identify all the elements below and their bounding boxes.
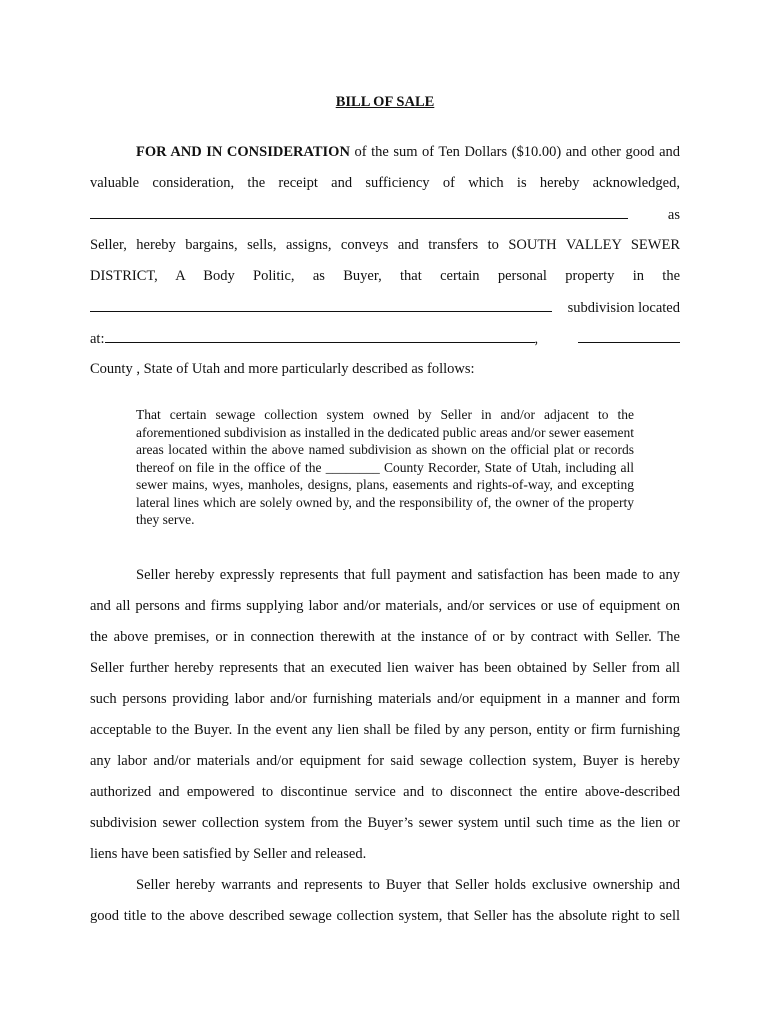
paragraph2-line: subdivision sewer collection system from the Buyer’s sewer system until such time as the lien or: [90, 815, 680, 831]
paragraph3-line: good title to the above described sewage collection system, that Seller has the absolute right to sell: [90, 908, 680, 924]
intro-line-7-comma: ,: [534, 331, 539, 347]
intro-line-7-start: at:: [90, 331, 105, 347]
county-name-blank[interactable]: [578, 329, 680, 343]
paragraph2-line: Seller hereby expressly represents that full payment and satisfaction has been made to any: [136, 567, 680, 583]
paragraph3-line: Seller hereby warrants and represents to Buyer that Seller holds exclusive ownership and: [136, 877, 680, 893]
intro-line-5: DISTRICT, A Body Politic, as Buyer, that certain personal property in the: [90, 268, 680, 284]
seller-name-blank[interactable]: [90, 205, 628, 219]
intro-line-3: [90, 205, 680, 224]
intro-lead-rest: of the sum of Ten Dollars ($10.00) and other good and: [354, 144, 681, 160]
intro-line-1: [136, 143, 680, 161]
paragraph2-line: acceptable to the Buyer. In the event any lien shall be filed by any person, entity or firm furnishing: [90, 722, 680, 738]
subdivision-name-blank[interactable]: [90, 298, 552, 312]
intro-line-2: valuable consideration, the receipt and sufficiency of which is hereby acknowledged,: [90, 175, 680, 191]
intro-line-4: Seller, hereby bargains, sells, assigns, conveys and transfers to SOUTH VALLEY SEWER: [90, 237, 680, 253]
paragraph2-line: authorized and empowered to discontinue service and to disconnect the entire above-described: [90, 784, 680, 800]
paragraph2-line: the above premises, or in connection therewith at the instance of or by contract with Seller. The: [90, 629, 680, 645]
document-title: BILL OF SALE: [335, 94, 435, 110]
paragraph2-line: and all persons and firms supplying labor and/or materials, and/or services or use of equipment on: [90, 598, 680, 614]
paragraph2-line: liens have been satisfied by Seller and released.: [90, 846, 367, 862]
paragraph2-line: any labor and/or materials and/or equipment for said sewage collection system, Buyer is hereby: [90, 753, 680, 769]
intro-line-3-end: as: [667, 207, 680, 223]
intro-line-8: County , State of Utah and more particularly described as follows:: [90, 361, 475, 377]
paragraph2-line: Seller further hereby represents that an executed lien waiver has been obtained by Seller from all: [90, 660, 680, 676]
intro-line-6: [90, 298, 680, 317]
location-blank[interactable]: [105, 329, 535, 343]
property-description: That certain sewage collection system owned by Seller in and/or adjacent to the aforementioned subdivision as installed in the dedicated public areas and/or sewer easement areas located within the above named subdivision as shown on the official plat or records thereof on file in the office of the ________ County Recorder, State of Utah, including all sewer mains, wyes, manholes, designs, plans, easements and rights-of-way, and excepting lateral lines which are solely owned by, and the responsibility of, the owner of the property they serve.: [136, 407, 634, 527]
intro-line-7: [90, 329, 680, 348]
intro-line-6-end: subdivision located: [567, 300, 680, 316]
location-group: [90, 329, 538, 348]
intro-lead-bold: FOR AND IN CONSIDERATION: [136, 144, 350, 160]
paragraph2-line: such persons providing labor and/or furnishing materials and/or equipment in a manner and form: [90, 691, 680, 707]
